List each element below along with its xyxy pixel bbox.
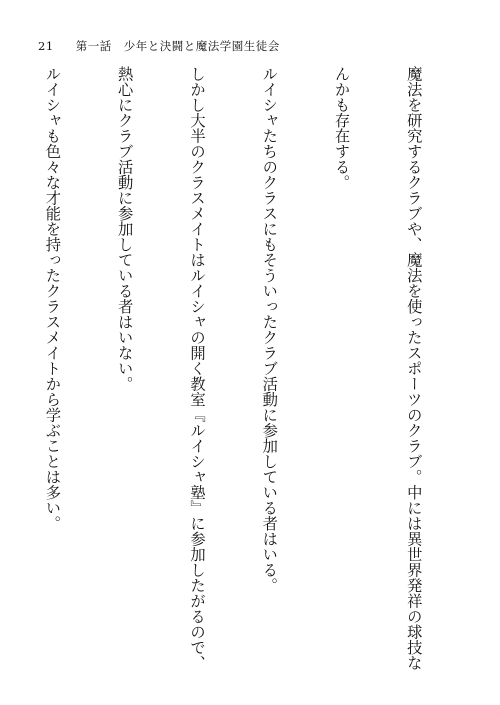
text-line: んかも存在する。 bbox=[332, 66, 351, 190]
running-header bbox=[38, 38, 280, 54]
text-line: 魔法を研究するクラブや、魔法を使ったスポーツのクラブ。中には異世界発祥の球技な bbox=[404, 66, 423, 671]
text-line: しかし大半のクラスメイトはルイシャの開く教室『ルイシャ塾』に参加したがるので、 bbox=[187, 66, 206, 671]
text-line: ルイシャも色々な才能を持ったクラスメイトから学ぶことは多い。 bbox=[43, 66, 62, 531]
page-number: 21 bbox=[38, 39, 54, 53]
text-line: 熱心にクラブ活動に参加している者はいない。 bbox=[115, 66, 134, 392]
chapter-title: 第一話 少年と決闘と魔法学園生徒会 bbox=[75, 39, 280, 53]
text-line: ルイシャたちのクラスにもそういったクラブ活動に参加している者はいる。 bbox=[260, 66, 279, 593]
body-text bbox=[0, 66, 474, 676]
